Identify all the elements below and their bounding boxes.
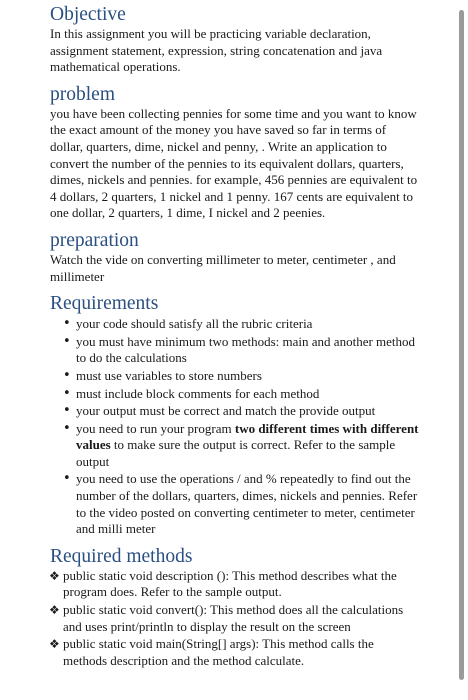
problem-heading: problem [50, 83, 115, 105]
method-item: ❖ public static void main(String[] args): This method calls the methods description and the method calculate. [49, 636, 374, 668]
objective-section [50, 4, 420, 76]
required-methods-section [50, 546, 420, 670]
problem-text: you have been collecting pennies for some time and you want to know the exact amount of the money you have saved so far in terms of dollar, quarters, dime, nickel and penny, . Write an application to convert the number of the pennies to its equivalent dollars, quarters, dimes, nickels and pennies. for example, 456 pennies are equivalent to 4 dollars, 2 quarters, 1 nickel and 1 penny. 167 cents are equivalent to one dollar, 2 quarters, 1 dime, I nickel and 2 peenies. [50, 105, 418, 221]
problem-section [50, 84, 420, 222]
requirement-item: • your output must be correct and match the provide output [76, 403, 420, 420]
requirement-item: • must use variables to store numbers [76, 368, 420, 385]
preparation-heading: preparation [50, 229, 139, 251]
requirement-item: • your code should satisfy all the rubric criteria [76, 316, 420, 333]
requirement-item: • you must have minimum two methods: main and another method to do the calculations [76, 334, 420, 367]
requirements-section [50, 293, 420, 538]
method-item: ❖ public static void description (): This method describes what the program does. Refer to the sample output. [49, 567, 397, 600]
requirement-item: • must include block comments for each method [76, 386, 420, 403]
preparation-text: Watch the vide on converting millimeter to meter, centimeter , and millimeter [50, 251, 396, 284]
diamond-bullet-icon: ❖ [49, 568, 60, 583]
methods-list [50, 568, 420, 670]
requirements-list [50, 316, 420, 538]
preparation-section [50, 230, 420, 285]
scrollbar[interactable] [459, 10, 464, 680]
requirements-heading: Requirements [50, 293, 159, 315]
requirement-emphasis: two different times with different values [76, 420, 419, 453]
document-body [50, 4, 420, 677]
diamond-bullet-icon: ❖ [49, 603, 60, 618]
objective-text: In this assignment you will be practicing variable declaration, assignment statement, expression, string concatenation and java mathematical operations. [50, 26, 383, 75]
required-methods-heading: Required methods [50, 545, 193, 567]
objective-heading: Objective [50, 4, 126, 25]
diamond-bullet-icon: ❖ [49, 637, 60, 652]
requirement-item: • you need to use the operations / and % repeatedly to find out the number of the dollars, quarters, dimes, nickels and pennies. Refer to the video posted on converting centimeter to meter, centimeter and milli meter [76, 471, 420, 537]
method-item: ❖ public static void convert(): This method does all the calculations and uses print/println to display the result on the screen [49, 602, 404, 634]
requirement-item: • you need to run your program two different times with different values to make sure the output is correct. Refer to the sample output [76, 421, 420, 471]
